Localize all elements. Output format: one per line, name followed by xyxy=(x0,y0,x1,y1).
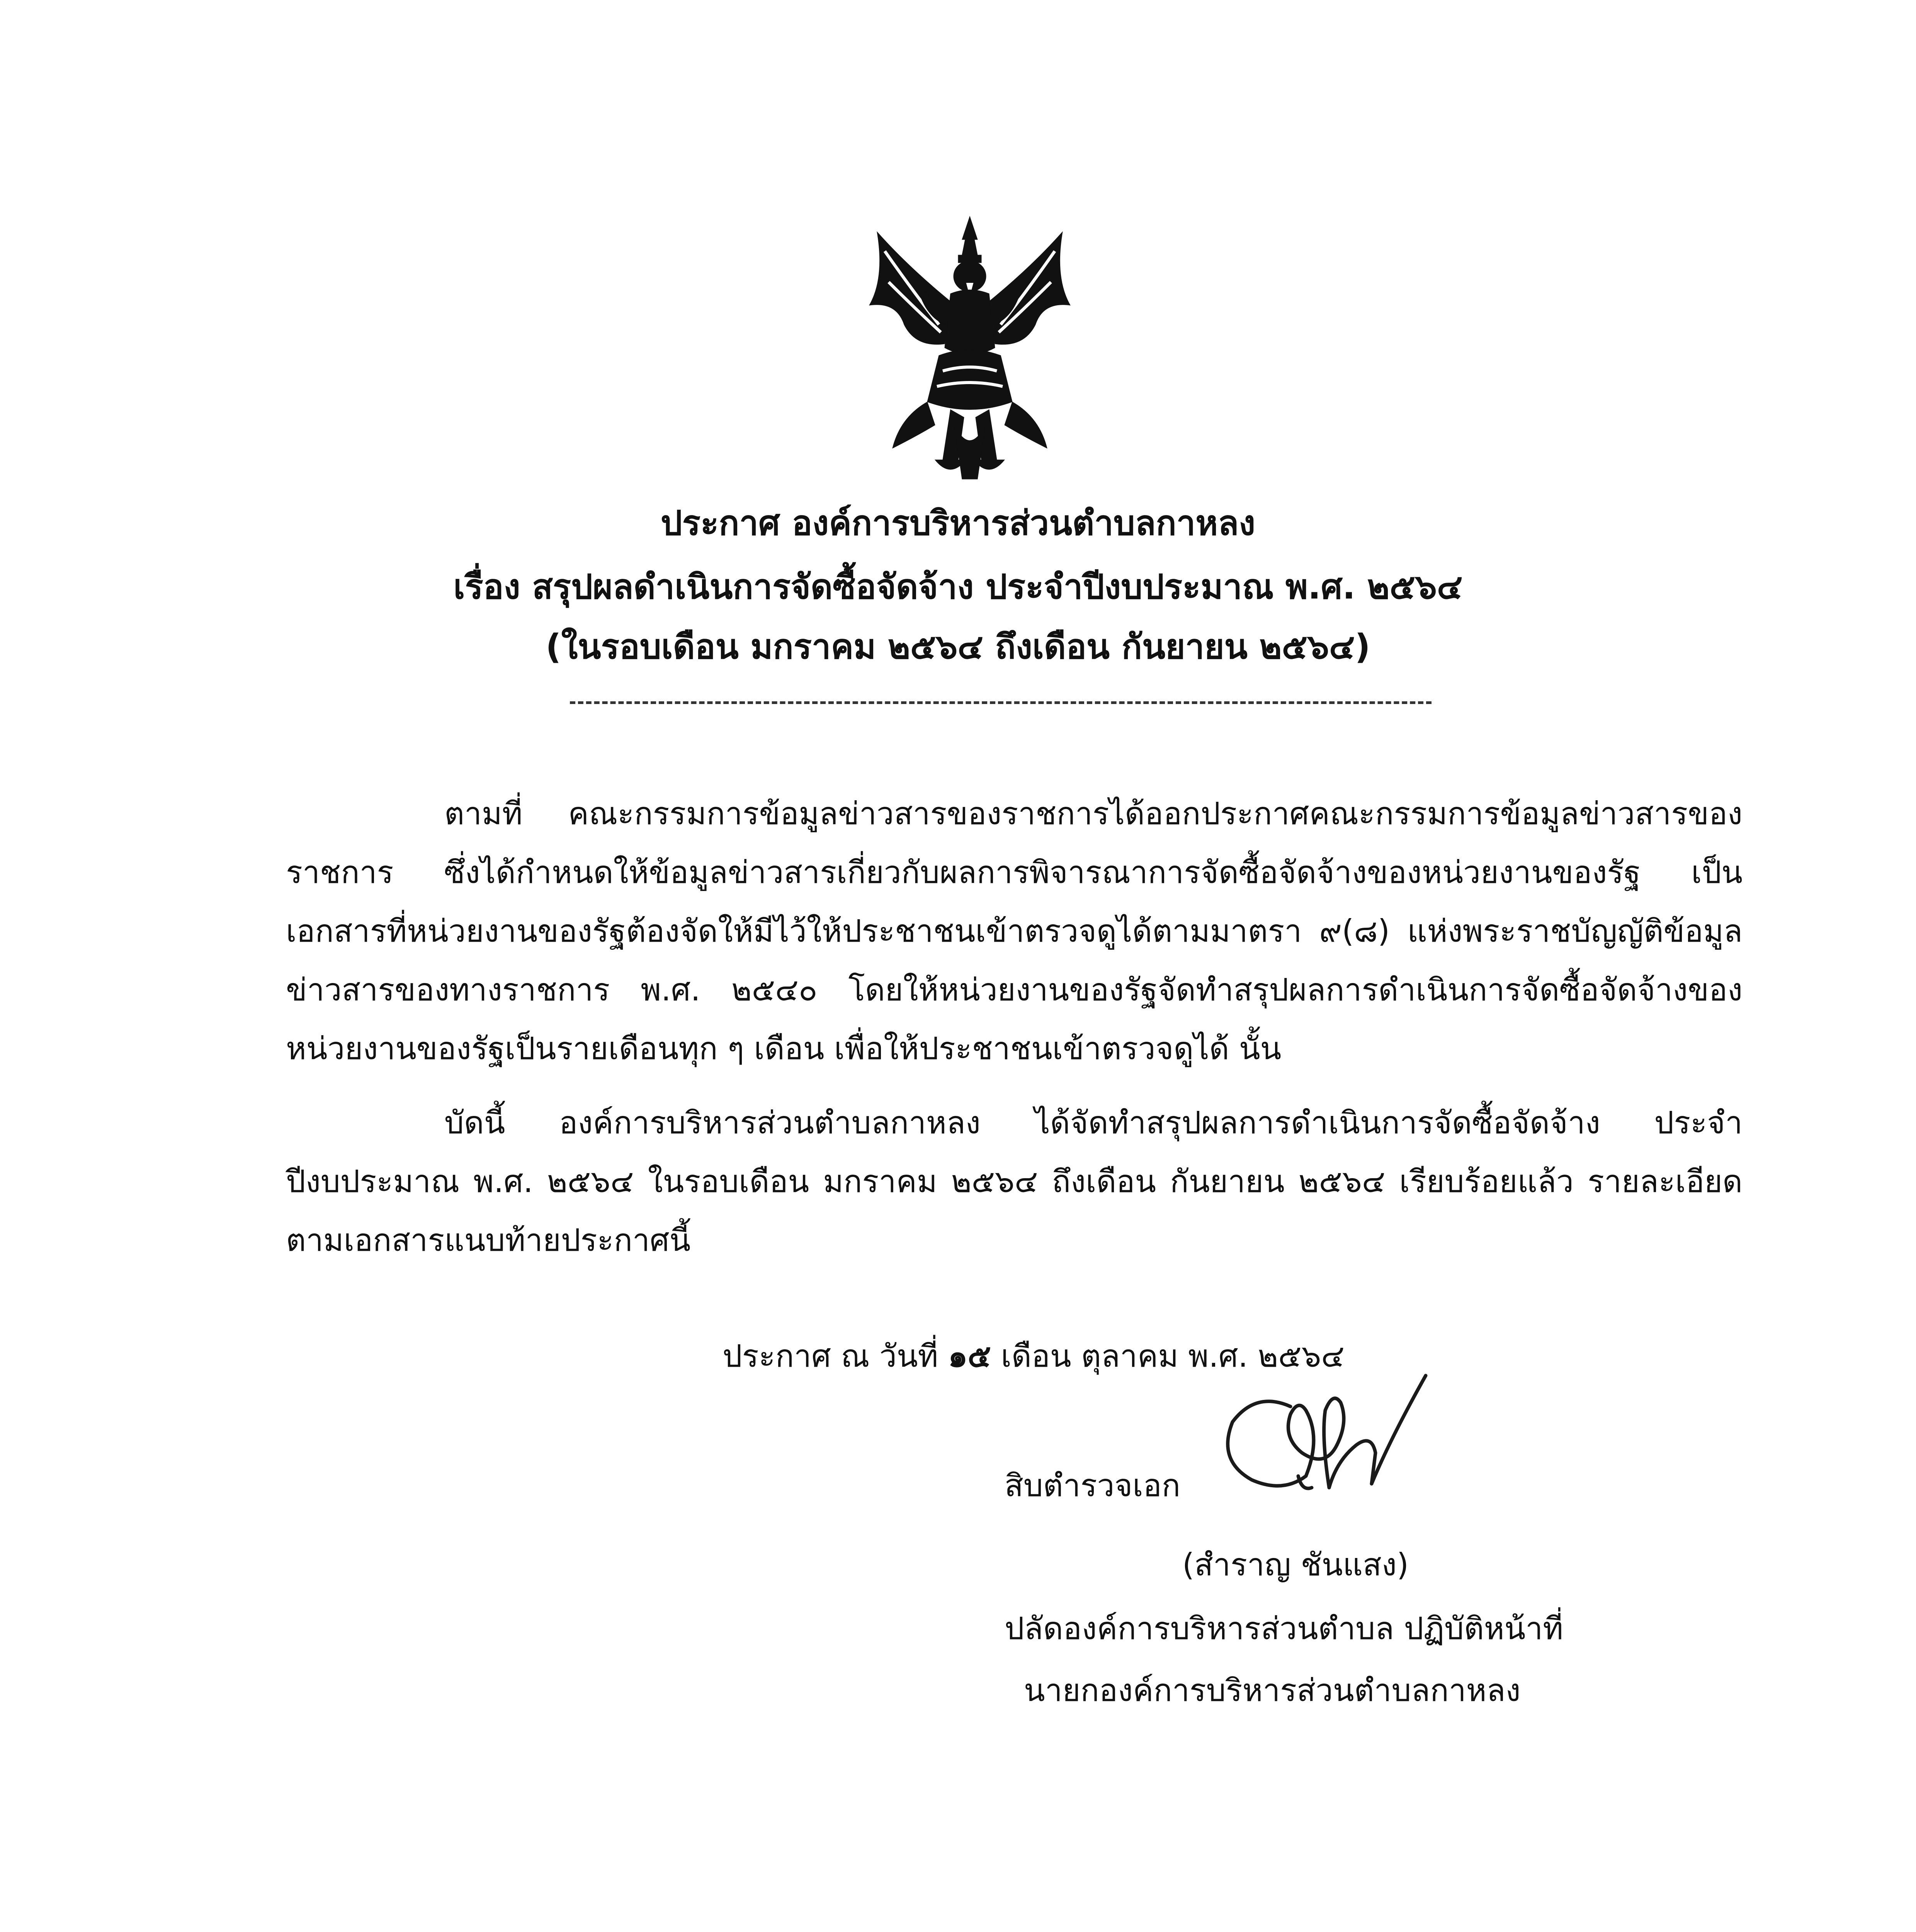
date-rest: เดือน ตุลาคม พ.ศ. ๒๕๖๔ xyxy=(1001,1338,1345,1374)
date-day: ๑๕ xyxy=(948,1338,991,1374)
signer-name: (สำราญ ชันแสง) xyxy=(1182,1547,1409,1583)
date-prefix: ประกาศ ณ วันที่ xyxy=(723,1338,938,1374)
signer-position-2: นายกองค์การบริหารส่วนตำบลกาหลง xyxy=(1024,1672,1521,1708)
header-divider xyxy=(570,701,1431,704)
document-period: (ในรอบเดือน มกราคม ๒๕๖๔ ถึงเดือน กันยายน ๒๕๖๔) xyxy=(546,627,1370,667)
signer-position-1: ปลัดองค์การบริหารส่วนตำบล ปฏิบัติหน้าที่ xyxy=(1005,1611,1563,1646)
garuda-emblem-icon xyxy=(862,209,1078,487)
body-paragraph-2: บัดนี้ องค์การบริหารส่วนตำบลกาหลง ได้จัดทำสรุปผลการดำเนินการจัดซื้อจัดจ้าง ประจำปีงบประมาณ พ.ศ. ๒๕๖๔ ในรอบเดือน มกราคม ๒๕๖๔ ถึงเดือน กันยายน ๒๕๖๔ เรียบร้อยแล้ว รายละเอียดตามเอกสารแนบท้ายประกาศนี้ xyxy=(286,1105,1743,1258)
document-title: ประกาศ องค์การบริหารส่วนตำบลกาหลง xyxy=(660,503,1256,543)
body-paragraph-1: ตามที่ คณะกรรมการข้อมูลข่าวสารของราชการได้ออกประกาศคณะกรรมการข้อมูลข่าวสารของราชการ ซึ่งได้กำหนดให้ข้อมูลข่าวสารเกี่ยวกับผลการพิจารณาการจัดซื้อจัดจ้างของหน่วยงานของรัฐ เป็นเอกสารที่หน่วยงานของรัฐต้องจัดให้มีไว้ให้ประชาชนเข้าตรวจดูได้ตามมาตรา ๙(๘) แห่งพระราชบัญญัติข้อมูลข่าวสารของทางราชการ พ.ศ. ๒๕๔๐ โดยให้หน่วยงานของรัฐจัดทำสรุปผลการดำเนินการจัดซื้อจัดจ้างของหน่วยงานของรัฐเป็นรายเดือนทุก ๆ เดือน เพื่อให้ประชาชนเข้าตรวจดูได้ นั้น xyxy=(286,796,1743,1066)
document-subject: เรื่อง สรุปผลดำเนินการจัดซื้อจัดจ้าง ประจำปีงบประมาณ พ.ศ. ๒๕๖๔ xyxy=(453,567,1463,607)
handwritten-signature xyxy=(1209,1360,1449,1530)
signer-rank: สิบตำรวจเอก xyxy=(1005,1468,1181,1503)
